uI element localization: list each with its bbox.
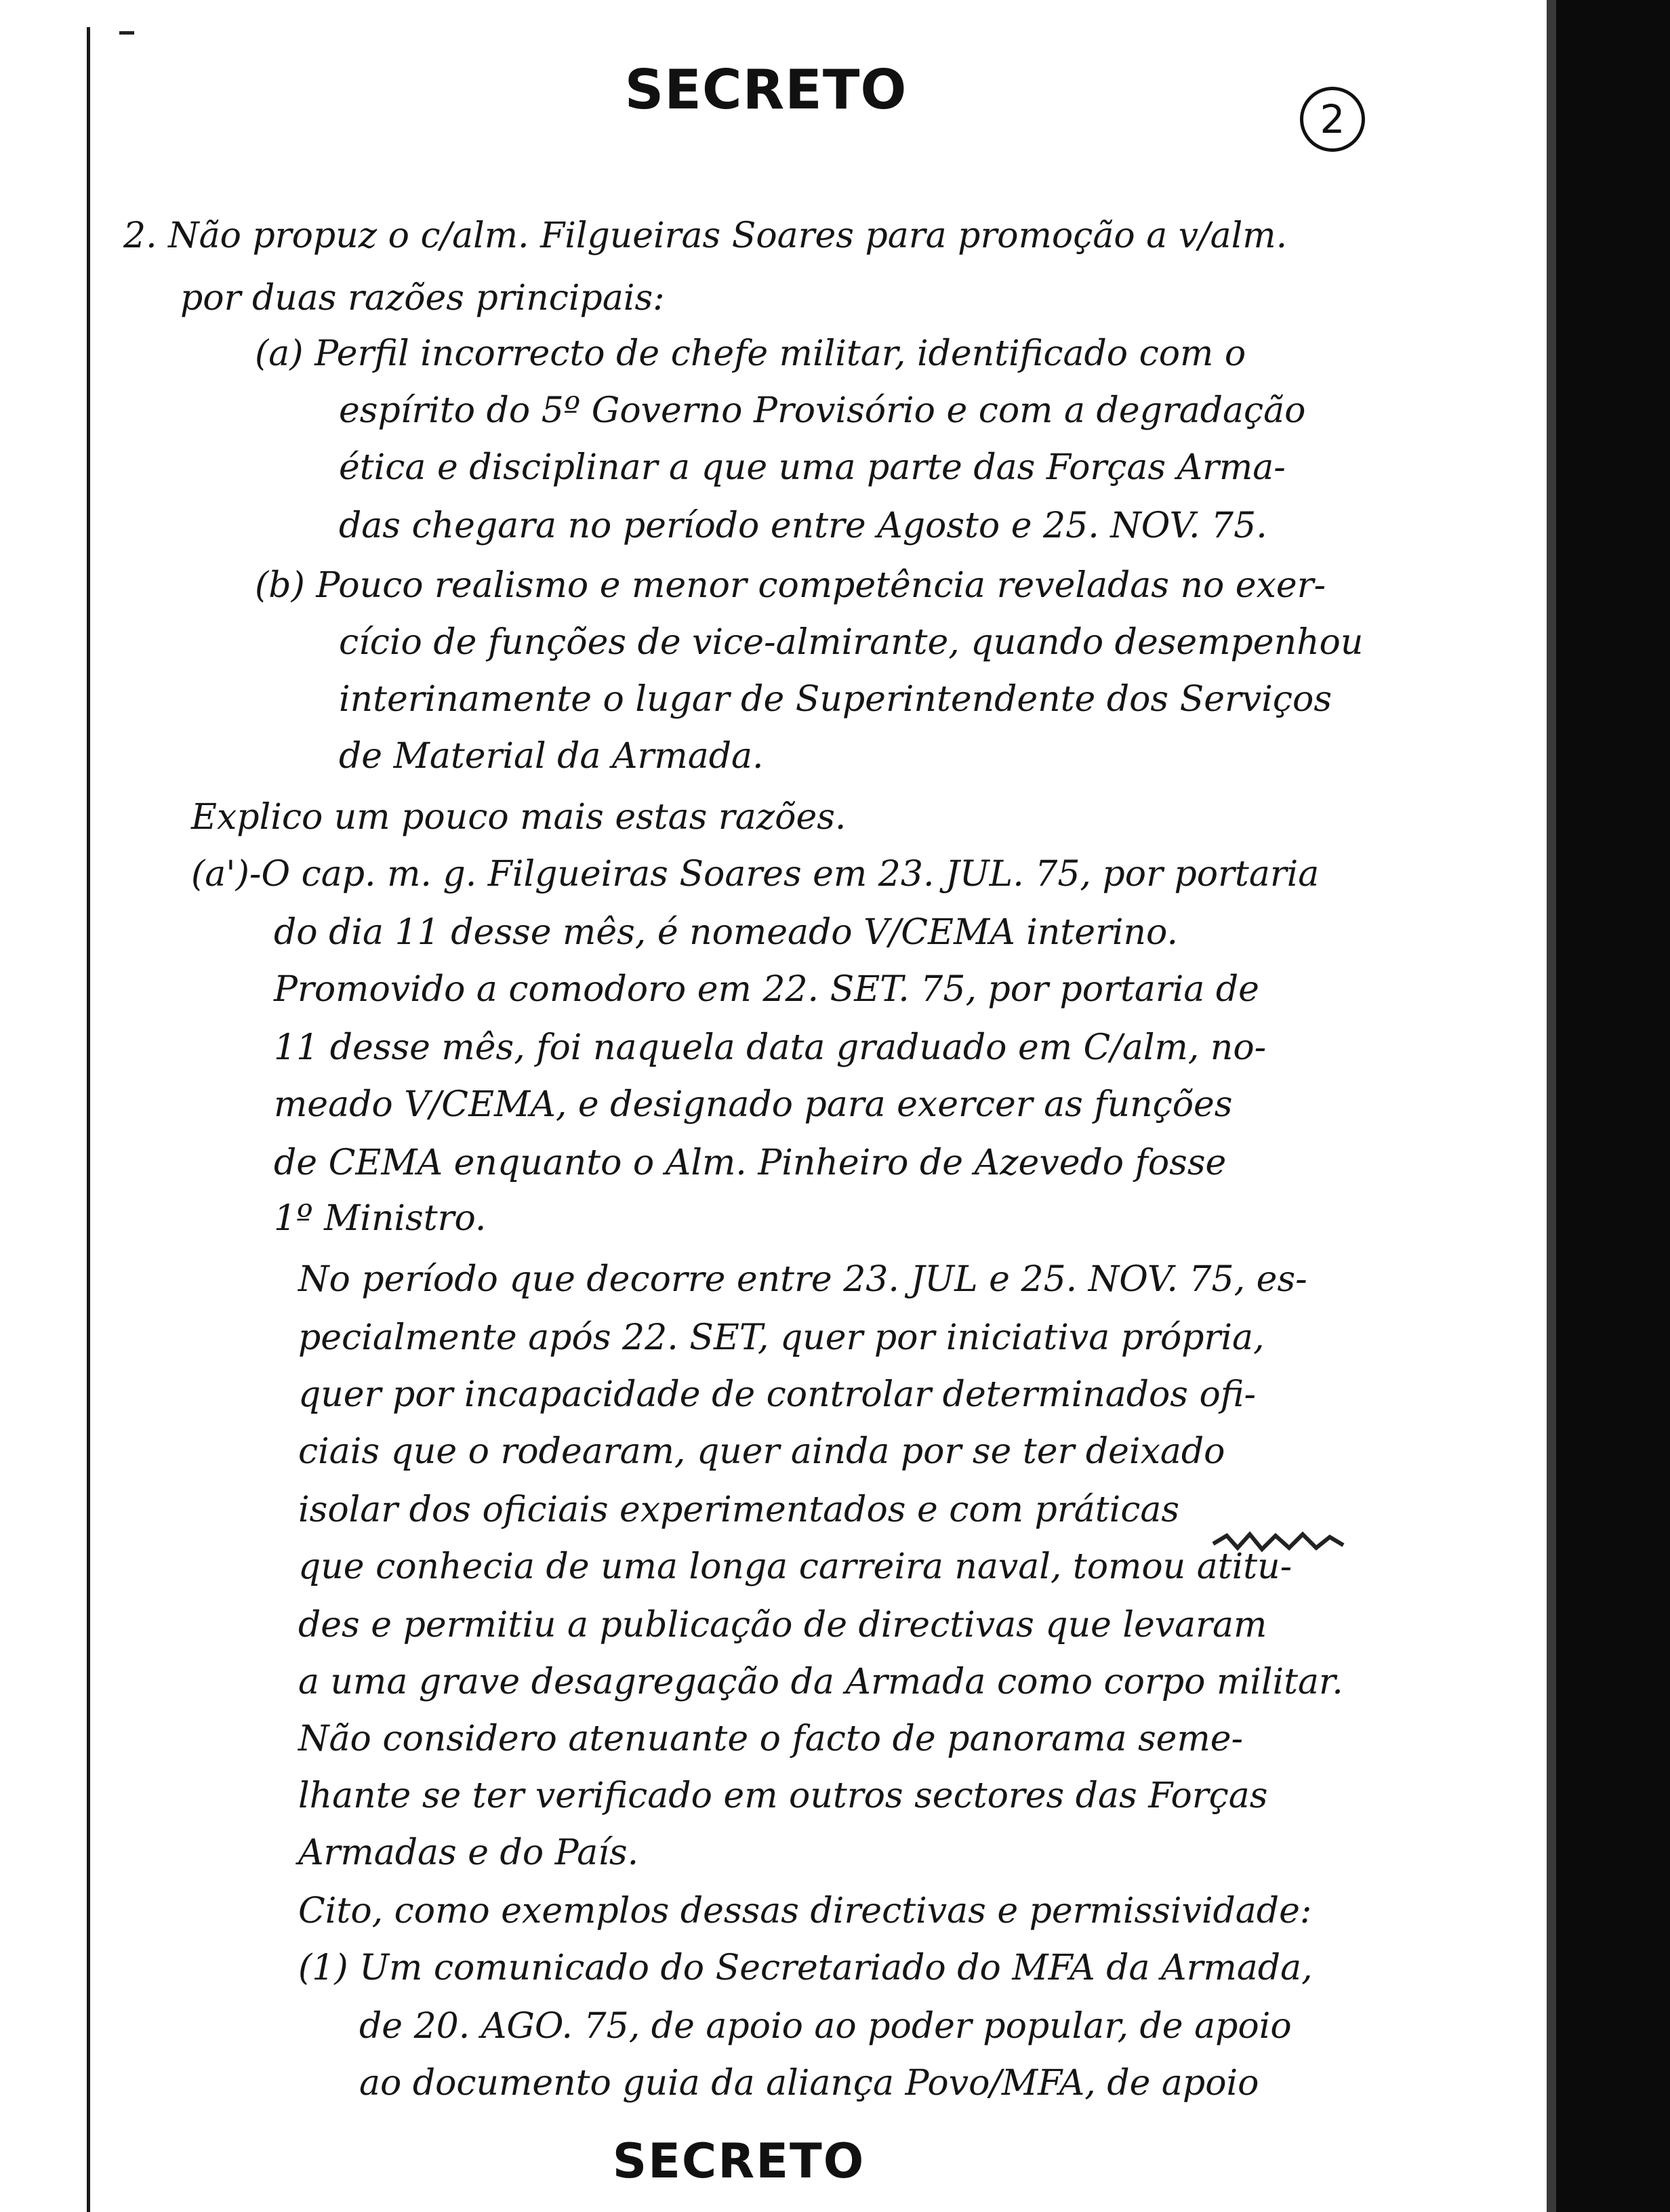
text-line: que conhecia de uma longa carreira naval, tomou atitu-	[298, 1547, 1292, 1587]
text-line: No período que decorre entre 23. JUL e 25. NOV. 75, es-	[298, 1259, 1307, 1300]
text-line: 11 desse mês, foi naquela data graduado em C/alm, no-	[274, 1027, 1267, 1068]
text-line: de 20. AGO. 75, de apoio ao poder popular, de apoio	[359, 2006, 1292, 2047]
text-line: ética e disciplinar a que uma parte das Forças Arma-	[339, 447, 1286, 488]
page-number-circle: 2	[1300, 87, 1365, 152]
text-line: a uma grave desagregação da Armada como corpo militar.	[298, 1662, 1343, 1702]
text-line: quer por incapacidade de controlar determinados ofi-	[298, 1374, 1257, 1415]
text-line: Armadas e do País.	[298, 1832, 639, 1873]
text-line: Não considero atenuante o facto de panorama seme-	[298, 1719, 1244, 1759]
text-line: (1) Um comunicado do Secretariado do MFA da Armada,	[298, 1948, 1313, 1988]
text-line: interinamente o lugar de Superintendente dos Serviços	[339, 679, 1332, 720]
text-line: meado V/CEMA, e designado para exercer as funções	[274, 1084, 1233, 1125]
text-line: lhante se ter verificado em outros sectores das Forças	[298, 1776, 1268, 1816]
scan-edge-shadow	[1553, 0, 1670, 2212]
text-line: 2. Não propuz o c/alm. Filgueiras Soares para promoção a v/alm.	[123, 216, 1288, 256]
left-margin-rule	[87, 27, 90, 2212]
margin-tick-mark	[119, 31, 134, 35]
text-line: Promovido a comodoro em 22. SET. 75, por portaria de	[274, 969, 1259, 1010]
text-line: Explico um pouco mais estas razões.	[191, 797, 847, 838]
text-line: de Material da Armada.	[339, 736, 764, 777]
text-line: cício de funções de vice-almirante, quando desempenhou	[339, 622, 1364, 663]
text-line: de CEMA enquanto o Alm. Pinheiro de Azevedo fosse	[274, 1143, 1227, 1183]
text-line: (b) Pouco realismo e menor competência reveladas no exer-	[255, 565, 1326, 606]
ink-scribble	[1210, 1530, 1346, 1553]
text-line: isolar dos oficiais experimentados e com práticas	[298, 1490, 1180, 1530]
text-line: (a')-O cap. m. g. Filgueiras Soares em 23. JUL. 75, por portaria	[191, 854, 1320, 895]
text-line: ao documento guia da aliança Povo/MFA, de apoio	[359, 2063, 1259, 2104]
text-line: por duas razões principais:	[180, 278, 665, 319]
text-line: Cito, como exemplos dessas directivas e permissividade:	[298, 1891, 1312, 1931]
text-line: do dia 11 desse mês, é nomeado V/CEMA interino.	[274, 912, 1178, 953]
text-line: ciais que o rodearam, quer ainda por se ter deixado	[298, 1431, 1225, 1472]
text-line: pecialmente após 22. SET, quer por iniciativa própria,	[298, 1317, 1265, 1358]
footer-classification: SECRETO	[612, 2133, 865, 2189]
text-line: 1º Ministro.	[274, 1198, 487, 1239]
header-classification: SECRETO	[624, 58, 908, 121]
text-line: das chegara no período entre Agosto e 25. NOV. 75.	[339, 506, 1267, 546]
text-line: espírito do 5º Governo Provisório e com a degradação	[339, 390, 1306, 431]
text-line: (a) Perfil incorrecto de chefe militar, identificado com o	[255, 333, 1246, 374]
text-line: des e permitiu a publicação de directivas que levaram	[298, 1605, 1267, 1645]
